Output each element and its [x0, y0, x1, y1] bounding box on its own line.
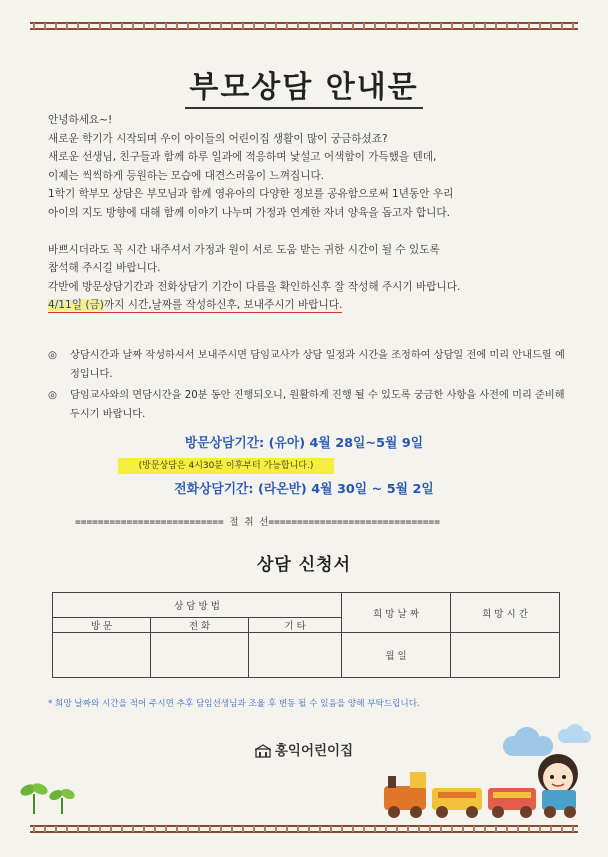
- locomotive: [384, 772, 426, 818]
- desired-date-header: 희 망 날 짜: [342, 593, 451, 633]
- train-illustration: [380, 750, 585, 825]
- phone-header: 전 화: [151, 618, 249, 633]
- bottom-border-decoration: [30, 823, 578, 835]
- visit-header: 방 문: [53, 618, 151, 633]
- time-cell[interactable]: [451, 633, 560, 678]
- visit-period-note: (방문상담은 4시30분 이후부터 가능합니다.): [118, 458, 334, 474]
- notes-list: [48, 347, 568, 427]
- child-character: [538, 754, 578, 818]
- intro-text: 안녕하세요~! 새로운 학기가 시작되며 우이 아이들의 어린이집 생활이 많이 궁금하셨죠? 새로운 선생님, 친구들과 함께 하루 일과에 적응하며 낯설고 어색함이 가득했을 텐데, 이제는 씩씩하게 등원하는 모습에 대견스러움이 느껴집니다. 1학기 학부모 상담은 부모님과 함께 영유아의 다양한 정보를 공유함으로써 1년동안 우리 아이의 지도 방향에 대해 함께 이야기 나누며 가정과 연계한 자녀 양육을 돕고자 합니다. 바쁘시더라도 꼭 시간 내주셔서 가정과 원이 서로 도움 받는 귀한 시간이 될 수 있도록 참석해 주시길 바랍니다. 각반에 방문상담기간과 전화상담기 기간이 다름을 확인하신후 잘 작성해 주시기 바랍니다. 4/11일 (금)까지 시간,날짜를 작성하신후, 보내주시기 바랍니다.: [48, 111, 568, 315]
- top-border-decoration: [30, 20, 578, 32]
- sprout-illustration: [20, 770, 80, 815]
- form-title: 상담 신청서: [256, 555, 352, 575]
- footnote: * 희망 날짜와 시간을 적어 주시면 추후 담임선생님과 조율 후 변동 될 수 있음을 양해 부탁드립니다.: [48, 699, 420, 709]
- visit-cell[interactable]: [53, 633, 151, 678]
- visit-period: 방문상담기간: (유아) 4월 28일~5월 9일: [184, 436, 424, 451]
- phone-cell[interactable]: [151, 633, 249, 678]
- school-logo-icon: [255, 744, 271, 758]
- train-car: [432, 788, 482, 818]
- deadline-line: 4/11일 (금)까지 시간,날짜를 작성하신후, 보내주시기 바랍니다.: [48, 299, 343, 312]
- desired-time-header: 희 망 시 간: [451, 593, 560, 633]
- note-item: ◎ 상담시간과 날짜 작성하셔서 보내주시면 담임교사가 상담 일정과 시간을 조정하여 상담일 전에 미리 안내드릴 예정입니다.: [48, 350, 565, 380]
- method-header: 상 담 방 법: [53, 593, 342, 618]
- other-cell[interactable]: [249, 633, 342, 678]
- greeting: 안녕하세요~!: [48, 114, 113, 126]
- school-name-line: 홍익어린이집: [0, 739, 608, 759]
- cut-line: ========================== 절 취 선==============================: [75, 517, 440, 528]
- deadline-date: 4/11일 (금): [48, 299, 104, 312]
- phone-period: 전화상담기간: (라온반) 4월 30일 ~ 5월 2일: [174, 482, 434, 497]
- other-header: 기 타: [249, 618, 342, 633]
- page-title: 부모상담 안내문: [0, 62, 608, 106]
- note-item: ◎ 담임교사와의 면담시간을 20분 동안 진행되오니, 원활하게 진행 될 수 있도록 궁금한 사항을 사전에 미리 준비해 두시기 바랍니다.: [48, 390, 565, 420]
- application-form: [52, 592, 560, 678]
- train-car: [488, 788, 536, 818]
- date-cell[interactable]: 월 일: [342, 633, 451, 678]
